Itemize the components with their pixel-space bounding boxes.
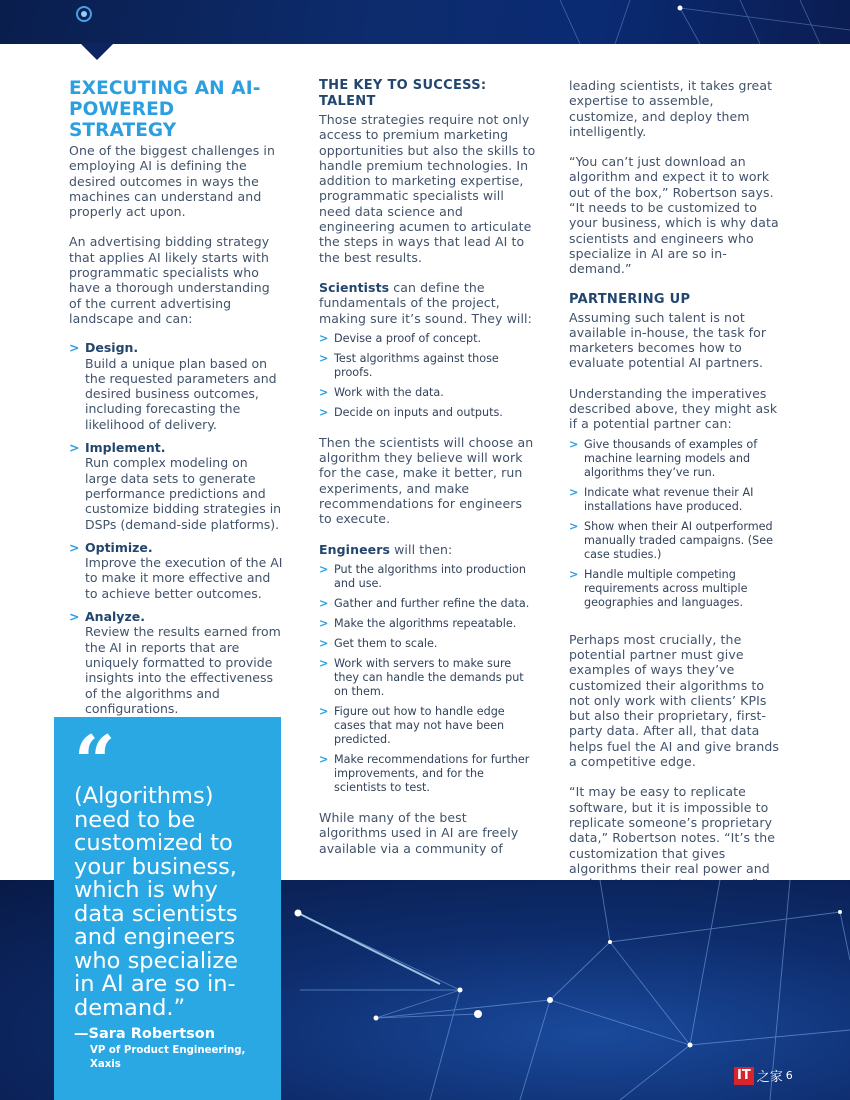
quote-author-title — [90, 1044, 263, 1072]
intro-paragraph: One of the biggest challenges in employing AI is defining the desired outcomes in ways the machines can understand and properly act upon. — [69, 143, 276, 220]
list-item-text: Work with the data. — [334, 385, 444, 399]
list-item — [319, 705, 537, 747]
list-item — [319, 332, 537, 346]
arrow-icon: > — [569, 567, 579, 581]
engineers-list — [319, 563, 537, 795]
step-title: Implement. — [85, 440, 166, 456]
list-item — [319, 406, 537, 420]
list-item-text: Put the algorithms into production and use. — [334, 562, 526, 590]
community-paragraph: While many of the best algorithms used in AI are freely available via a community of — [319, 809, 519, 856]
partnering-heading: PARTNERING UP — [569, 291, 691, 307]
quote-mark-icon: “ — [74, 719, 116, 804]
scientists-list — [319, 332, 537, 420]
list-item — [319, 597, 537, 611]
list-item-text: Gather and further refine the data. — [334, 596, 530, 610]
quote-author: —Sara Robertson — [74, 1026, 216, 1042]
pull-quote — [54, 717, 281, 1100]
list-item — [319, 637, 537, 651]
list-item-text: Test algorithms against those proofs. — [334, 351, 499, 379]
crucial-paragraph: Perhaps most crucially, the potential partner must give examples of ways they’ve customized their algorithms to not only work with clients’ KPIs but also their proprietary, first-party data. After all, that data helps fuel the AI and give brands a competitive edge. — [569, 631, 780, 770]
quote-author-role: VP of Product Engineering, — [90, 1045, 246, 1056]
list-item-text: Indicate what revenue their AI installations have produced. — [584, 485, 754, 513]
list-item — [319, 563, 537, 591]
arrow-icon: > — [319, 656, 329, 670]
arrow-icon: > — [319, 405, 329, 419]
arrow-icon: > — [69, 340, 80, 356]
strategy-steps-list — [69, 340, 283, 716]
replicate-paragraph: “It may be easy to replicate software, but it is impossible to replicate someone’s proprietary data,” Robertson notes. “It’s the customization that gives algorithms their real power and — [569, 784, 776, 876]
engineers-text: will then: — [390, 541, 453, 557]
algorithm-paragraph: Then the scientists will choose an algorithm they believe will work for the case, make it better, run experiments, and make recommendations for engineers to execute. — [319, 434, 534, 527]
list-item-text: Work with servers to make sure they can handle the demands put on them. — [334, 656, 524, 698]
column-2 — [319, 78, 537, 856]
list-item-text: Figure out how to handle edge cases that may not have been predicted. — [334, 704, 505, 746]
arrow-icon: > — [319, 596, 329, 610]
arrow-icon: > — [319, 752, 329, 766]
arrow-icon: > — [319, 562, 329, 576]
top-banner — [0, 0, 850, 44]
step-text: Review the results earned from the AI in reports that are uniquely formatted to provide insights into the effectiveness of the algorithms and configurations. — [85, 624, 281, 716]
arrow-icon: > — [319, 351, 329, 365]
column-1 — [69, 78, 283, 724]
scientists-label: Scientists — [319, 279, 390, 295]
list-item — [319, 386, 537, 400]
talent-paragraph: Those strategies require not only access to premium marketing opportunities but also the skills to handle premium technologies. In addition to marketing expertise, programmatic specialists will need data science and engineering acumen to articulate the steps in ways that lead AI to the best results. — [319, 112, 536, 265]
imperatives-paragraph: Understanding the imperatives described above, they might ask if a potential partner can: — [569, 385, 778, 432]
column-3 — [569, 78, 784, 891]
list-item — [69, 440, 283, 532]
quote-author-company: Xaxis — [90, 1059, 121, 1070]
list-item — [569, 438, 784, 480]
ithome-logo: IT — [734, 1067, 754, 1085]
arrow-icon: > — [319, 616, 329, 630]
banner-notch — [80, 43, 114, 60]
footer-logo — [734, 1066, 793, 1085]
list-item — [69, 540, 283, 601]
list-item — [319, 753, 537, 795]
arrow-icon: > — [69, 539, 80, 555]
list-item-text: Make recommendations for further improvements, and for the scientists to test. — [334, 752, 530, 794]
arrow-icon: > — [569, 519, 579, 533]
step-title: Design. — [85, 340, 139, 356]
engineers-paragraph — [319, 542, 537, 557]
list-item-text: Get them to scale. — [334, 636, 438, 650]
robertson-quote-paragraph: “You can’t just download an algorithm and expect it to work out of the box,” Robertson says. “It needs to be customized to your business, which is why data scientists and engineers who specialize in AI are so in-demand.” — [569, 154, 779, 277]
section-title: EXECUTING AN AI-POWERED STRATEGY — [69, 78, 261, 141]
list-item — [569, 568, 784, 610]
step-title: Analyze. — [85, 609, 145, 625]
list-item — [319, 617, 537, 631]
scientists-paragraph — [319, 280, 537, 326]
partner-questions-list — [569, 438, 784, 610]
arrow-icon: > — [319, 331, 329, 345]
engineers-label: Engineers — [319, 541, 391, 557]
list-item-text: Decide on inputs and outputs. — [334, 405, 503, 419]
list-item-text: Give thousands of examples of machine learning models and algorithms they’ve run. — [584, 437, 758, 479]
page-number: 6 — [785, 1069, 793, 1082]
arrow-icon: > — [69, 609, 80, 625]
talent-heading: THE KEY TO SUCCESS: TALENT — [319, 78, 487, 109]
network-graphic — [0, 0, 850, 44]
step-text: Improve the execution of the AI to make it more effective and to achieve better outcomes. — [85, 555, 283, 601]
quote-text: (Algorithms) need to be customized to your business, which is why data scientists and engineers who specialize in AI are so in-demand.” — [74, 783, 238, 1021]
arrow-icon: > — [319, 636, 329, 650]
list-item — [319, 657, 537, 699]
step-text: Run complex modeling on large data sets to generate performance predictions and customize bidding strategies in DSPs (demand-side platforms). — [85, 455, 282, 532]
arrow-icon: > — [319, 385, 329, 399]
list-item — [69, 609, 283, 716]
list-item-text: Make the algorithms repeatable. — [334, 616, 517, 630]
list-item — [569, 520, 784, 562]
partners-paragraph: Assuming such talent is not available in-house, the task for marketers becomes how to evaluate potential AI partners. — [569, 309, 767, 371]
watermark-text: 之家 — [756, 1070, 783, 1085]
arrow-icon: > — [319, 704, 329, 718]
step-title: Optimize. — [85, 539, 153, 555]
scientists-text: can define the fundamentals of the project, making sure it’s sound. They will: — [319, 279, 532, 326]
step-text: Build a unique plan based on the requested parameters and desired business outcomes, including forecasting the likelihood of delivery. — [85, 355, 277, 432]
arrow-icon: > — [69, 440, 80, 456]
list-item — [319, 352, 537, 380]
list-item-text: Devise a proof of concept. — [334, 331, 482, 345]
arrow-icon: > — [569, 437, 579, 451]
strategy-paragraph: An advertising bidding strategy that applies AI likely starts with programmatic specialists who have a thorough understanding of the current advertising landscape and can: — [69, 234, 270, 326]
list-item-text: Show when their AI outperformed manually traded campaigns. (See case studies.) — [584, 519, 774, 561]
list-item — [69, 340, 283, 432]
list-item — [569, 486, 784, 514]
continued-paragraph: leading scientists, it takes great expertise to assemble, customize, and deploy them intelligently. — [569, 78, 773, 139]
arrow-icon: > — [569, 485, 579, 499]
list-item-text: Handle multiple competing requirements across multiple geographies and languages. — [584, 567, 748, 609]
